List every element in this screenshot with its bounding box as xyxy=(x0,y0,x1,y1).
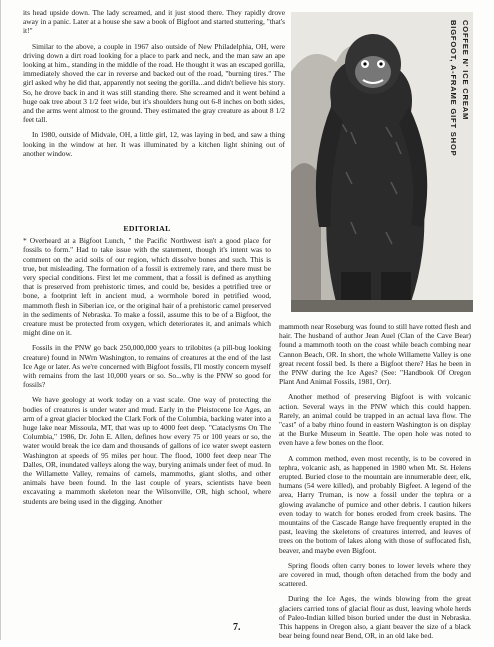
editorial-paragraph: We have geology at work today on a vast scale. One way of protecting the bodies of creatures is under water and mud. Early in the Pleistocene Ice Ages, an arm of a great glacier blocked the Clark Fork of the Columbia, backing water into a huge lake near Missoula, MT, that was up to 4000 feet deep. "Cataclysms On The Columbia," 1986, Dr. John E. Allen, defines how every 75 or 100 years or so, the water would break the ice dam and thousands of gallons of ice water swept eastern Washington at speeds of 95 miles per hour. The flood, 1000 feet deep near The Dalles, OR, inundated valleys along the way, burying animals under feet of mud. In the Willamette Valley, remains of camels, mammoths, giant sloths, and other animals have been found. In the last couple of years, scientists have been excavating a mammoth skeleton near the Wilsonville, OR, high school, where students are being used in the digging. Another xyxy=(23,395,271,506)
caption-line: BIGFOOT, A-FRAME GIFT SHOP xyxy=(449,20,458,157)
editorial-left-column xyxy=(23,222,271,512)
editorial-paragraph: Another method of preserving Bigfoot is with volcanic action. Several ways in the PNW which this could happen. Rarely, an animal could be trapped in an actual lava flow. The "cast" of a baby rhino found in eastern Washington is on display at the Burke Museum in Seattle. The open hole was noted to even have a few bones on the floor. xyxy=(279,392,471,448)
editorial-paragraph: A common method, even most recently, is to be covered in tephra, volcanic ash, as happened in 1980 when Mt. St. Helens erupted. Buried close to the mountain are innumerable deer, elk, humans (54 were killed), and probably Bigfeet. A legend of the area, Harry Truman, is now a fossil under the tephra or a glowing avalanche of pumice and other debris. I caution hikers even today to watch for bones eroded from creek basins. The mountains of the Cascade Range have frequently erupted in the past, leaving the skeletons of creatures interred, and leaves of trees on the bottom of lakes along with those of suffocated fish, beaver, and maybe even Bigfoot. xyxy=(279,453,471,555)
editorial-paragraph: Spring floods often carry bones to lower levels where they are covered in mud, though often detached from the body and scattered. xyxy=(279,560,471,589)
photo-caption xyxy=(431,20,471,280)
editorial-heading: EDITORIAL xyxy=(123,224,171,233)
editorial-paragraph: * Overheard at a Bigfoot Lunch, " the Pacific Northwest isn't a good place for fossils to form." Had to take issue with the statement, though it's intent was to comment on the acid soils of our region, which dissolve bones and such. This is true, but misleading. The formation of a fossil is extremely rare, and there must be very special conditions. First let me comment, that a fossil is defined as anything that is preserved from prehistoric times, and could be, besides a petrified tree or bone, a footprint left in ancient mud, a wormhole bored in petrified wood, mammoth flesh in Siberian ice, or the original hair of a prehistoric camel preserved in the sediments of Nebraska. To make a fossil, assume this to be of a Bigfoot, the creature must be protected from oxygen, which deteriorates it, and animals which might dine on it. xyxy=(23,236,271,338)
page-number: 7. xyxy=(233,622,241,633)
caption-line: COFFEE N' ICE CREAM xyxy=(461,20,470,121)
story-column xyxy=(23,8,285,164)
story-paragraph: In 1980, outside of Midvale, OH, a little girl, 12, was laying in bed, and saw a thing looking in the window at her. It was illuminated by a kitchen light shining out of another window. xyxy=(23,130,285,158)
editorial-paragraph: During the Ice Ages, the winds blowing from the great glaciers carried tons of glacial flour as dust, leaving whole herds of Paleo-Indian killed bison buried under the dust in Nebraska. This happens in Oregon also, a giant beaver the size of a black bear being found near Bend, OR, in an old lake bed. xyxy=(279,594,471,641)
editorial-paragraph: mammoth near Roseburg was found to still have rotted flesh and hair. The husband of author Jean Auel (Clan of the Cave Bear) found a mammoth tooth on the coast while beach combing near Cannon Beach, OR. In short, the whole Willamette Valley is one great recent fossil bed. Is there a Bigfoot there? Has he been in the PNW during the Ice Ages? (See: "Handbook Of Oregon Plant And Animal Fossils, 1981, Orr). xyxy=(279,322,471,387)
editorial-right-column xyxy=(279,322,471,647)
editorial-paragraph: Fossils in the PNW go back 250,000,000 years to trilobites (a pill-bug looking creature) found in NWrn Washington, to remains of creatures at the end of the last Ice Age or later. As we're concerned with Bigfoot fossils, I'll mostly concern myself with remains from the last 10,000 years or so. So...why is the PNW so good for fossils? xyxy=(23,343,271,390)
story-paragraph: Similar to the above, a couple in 1967 also outside of New Philadelphia, OH, were driving down a dirt road looking for a place to park and neck, and the man saw an ape looking at him., standing in the middle of the road. He thought it was an escaped gorilla, immediately shoved the car in reverse and backed out of the road, "burning tires." The girl asked why he did that, apparently not seeing the gorilla...and didn't believe his story. So, he drove back in and it was still standing there. She screamed and it went behind a huge oak tree about 3 1/2 feet wide, but it's shoulders hung out 6-8 inches on both sides, and the arms went almost to the ground. They estimated the gray creature as about 8 1/2 feet tall. xyxy=(23,41,285,125)
story-paragraph: its head upside down. The lady screamed, and it just stood there. They rapidly drove away in a panic. Later at a house she saw a book of Bigfoot and started stuttering, "that's it!" xyxy=(23,8,285,36)
